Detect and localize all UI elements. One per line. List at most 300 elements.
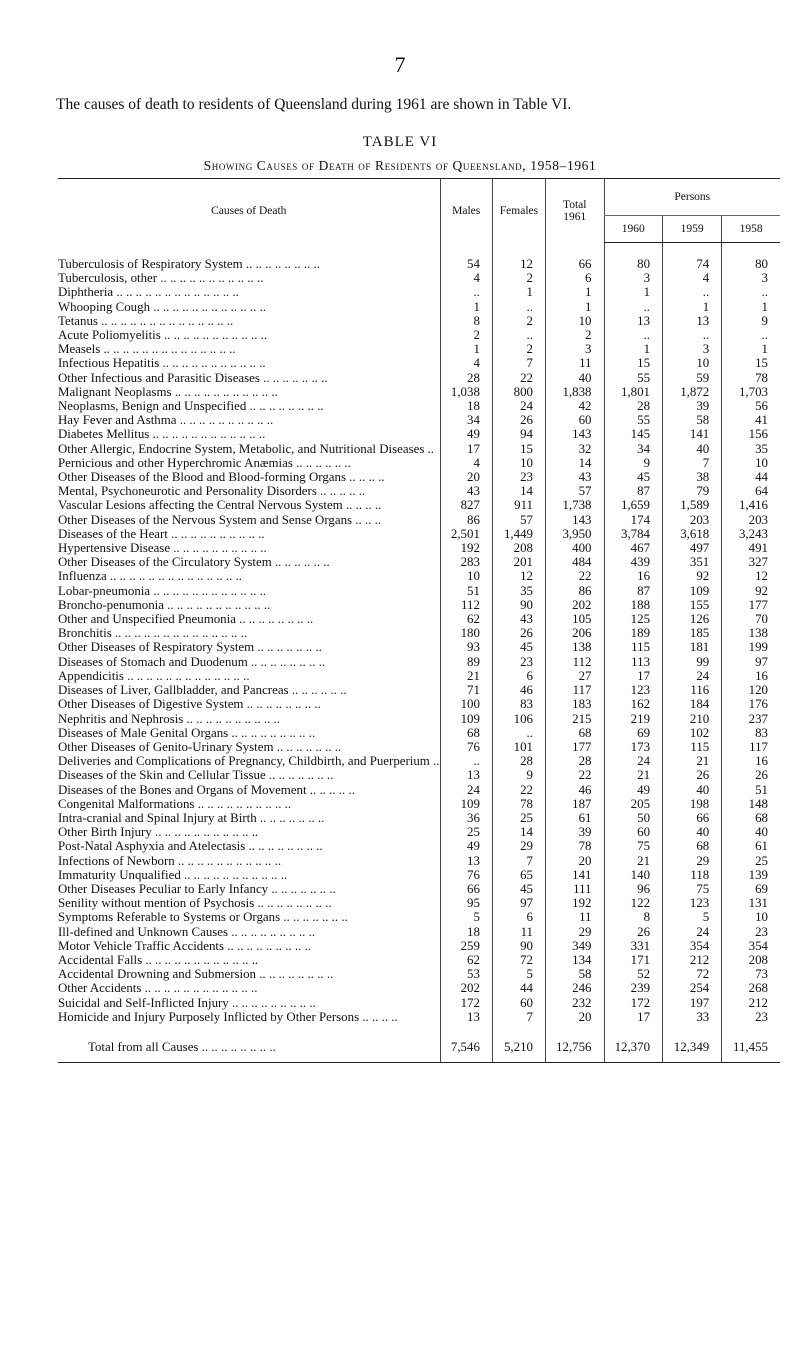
cell-y1958: 1 [722, 300, 780, 314]
cell-females: 2 [492, 342, 545, 356]
cell-total: 246 [545, 981, 604, 995]
cell-cause: Diseases of the Bones and Organs of Movement .. .. .. .. .. [58, 782, 355, 797]
cell-males: 13 [440, 854, 492, 868]
cell-y1959: 66 [663, 811, 722, 825]
cell-total: 43 [545, 470, 604, 484]
cell-females: 26 [492, 626, 545, 640]
cell-cause: Other Accidents .. .. .. .. .. .. .. .. .. .. .. .. [58, 981, 258, 996]
cell-y1960: 87 [604, 584, 663, 598]
cell-males: 13 [440, 768, 492, 782]
cell-cause: Mental, Psychoneurotic and Personality Disorders .. .. .. .. .. [58, 484, 366, 499]
cell-males: 827 [440, 498, 492, 512]
cell-y1959: 203 [663, 513, 722, 527]
cell-y1960: 145 [604, 427, 663, 441]
cell-total: 78 [545, 839, 604, 853]
cell-total: 20 [545, 1010, 604, 1024]
cell-y1958: 177 [722, 598, 780, 612]
cell-y1959: 116 [663, 683, 722, 697]
cell-y1958: 268 [722, 981, 780, 995]
cell-y1959: 29 [663, 854, 722, 868]
cell-males: 1 [440, 342, 492, 356]
table-row [58, 825, 780, 839]
cell-females: 12 [492, 569, 545, 583]
cell-cause: Hay Fever and Asthma .. .. .. .. .. .. .. .. .. .. [58, 413, 274, 428]
cell-males: 100 [440, 697, 492, 711]
cell-total: 112 [545, 655, 604, 669]
cell-total: 3 [545, 342, 604, 356]
cell-y1960: 96 [604, 882, 663, 896]
cell-y1960: .. [604, 300, 663, 314]
cell-y1960: 467 [604, 541, 663, 555]
page-number: 7 [394, 52, 406, 77]
cell-females: 23 [492, 470, 545, 484]
cell-males: 49 [440, 839, 492, 853]
cell-total: 484 [545, 555, 604, 569]
cell-females: 14 [492, 825, 545, 839]
cell-y1960: 162 [604, 697, 663, 711]
cell-males: 4 [440, 356, 492, 370]
cell-y1958: 176 [722, 697, 780, 711]
cell-males: 95 [440, 896, 492, 910]
cell-y1958: 354 [722, 939, 780, 953]
cell-y1958: 237 [722, 712, 780, 726]
cell-total: 192 [545, 896, 604, 910]
cell-y1959: 109 [663, 584, 722, 598]
cell-y1959: 185 [663, 626, 722, 640]
table-row [58, 811, 780, 825]
cell-y1958: 56 [722, 399, 780, 413]
cell-males: 5 [440, 910, 492, 924]
cell-males: 2,501 [440, 527, 492, 541]
cell-females: 44 [492, 981, 545, 995]
cell-y1958: 16 [722, 754, 780, 768]
cell-males: 192 [440, 541, 492, 555]
cell-total: 215 [545, 712, 604, 726]
cell-females: 90 [492, 598, 545, 612]
cell-total: 66 [545, 257, 604, 271]
cell-y1960: 17 [604, 1010, 663, 1024]
cell-y1960: 1 [604, 342, 663, 356]
table-row [58, 754, 780, 768]
cell-y1958: 92 [722, 584, 780, 598]
cell-females: 45 [492, 640, 545, 654]
cell-y1958: 44 [722, 470, 780, 484]
cell-y1958: 120 [722, 683, 780, 697]
cell-cause: Accidental Drowning and Submersion .. .. .. .. .. .. .. .. [58, 967, 334, 982]
cell-y1959: .. [663, 328, 722, 342]
cell-males: 24 [440, 783, 492, 797]
cell-y1960: 3 [604, 271, 663, 285]
cell-total: 1 [545, 285, 604, 299]
cell-cause: Neoplasms, Benign and Unspecified .. .. .. .. .. .. .. .. [58, 399, 324, 414]
cell-females: .. [492, 300, 545, 314]
cell-males: 4 [440, 271, 492, 285]
table-row [58, 342, 780, 356]
cell-cause: Motor Vehicle Traffic Accidents .. .. .. .. .. .. .. .. .. [58, 938, 312, 953]
cell-y1958: 212 [722, 996, 780, 1010]
cell-y1958: 156 [722, 427, 780, 441]
cell-total: 177 [545, 740, 604, 754]
cell-males: 10 [440, 569, 492, 583]
cell-y1960: 171 [604, 953, 663, 967]
table-row [58, 797, 780, 811]
cell-total: 1,838 [545, 385, 604, 399]
cell-cause: Diseases of the Heart .. .. .. .. .. .. .. .. .. .. [58, 526, 265, 541]
cell-y1960: 21 [604, 854, 663, 868]
table-row [58, 910, 780, 924]
cell-y1958: 73 [722, 967, 780, 981]
cell-y1960: 9 [604, 456, 663, 470]
cell-males: 1,038 [440, 385, 492, 399]
cell-females: 1,449 [492, 527, 545, 541]
cell-y1959: 75 [663, 882, 722, 896]
cell-males: 62 [440, 612, 492, 626]
cell-y1960: 50 [604, 811, 663, 825]
cell-y1958: 51 [722, 783, 780, 797]
table-row [58, 527, 780, 541]
table-row [58, 413, 780, 427]
cell-males: 68 [440, 726, 492, 740]
cell-total: 138 [545, 640, 604, 654]
cell-males: 76 [440, 868, 492, 882]
header-males: Males [440, 179, 492, 243]
cell-total: 39 [545, 825, 604, 839]
cell-females: 201 [492, 555, 545, 569]
cell-y1959: 102 [663, 726, 722, 740]
cell-y1960: 16 [604, 569, 663, 583]
cell-cause: Bronchitis .. .. .. .. .. .. .. .. .. .. .. .. .. .. [58, 626, 248, 641]
table-row [58, 470, 780, 484]
cell-y1959: 39 [663, 399, 722, 413]
cell-cause: Other Birth Injury .. .. .. .. .. .. .. .. .. .. .. [58, 825, 259, 840]
cell-total: 57 [545, 484, 604, 498]
cell-y1960: 113 [604, 655, 663, 669]
cell-total: 232 [545, 996, 604, 1010]
cell-y1960: 174 [604, 513, 663, 527]
cell-females: 45 [492, 882, 545, 896]
cell-females: 7 [492, 356, 545, 370]
cell-y1958: 23 [722, 1010, 780, 1024]
table-row [58, 612, 780, 626]
cell-total: 134 [545, 953, 604, 967]
cell-total: 111 [545, 882, 604, 896]
cell-total: 29 [545, 925, 604, 939]
cell-total: 20 [545, 854, 604, 868]
cell-cause: Homicide and Injury Purposely Inflicted by Other Persons .. .. .. .. [58, 1009, 398, 1024]
cell-females: 101 [492, 740, 545, 754]
cell-y1959: 21 [663, 754, 722, 768]
cell-cause: Total from all Causes .. .. .. .. .. .. .. .. [58, 1032, 440, 1063]
cell-y1960: 123 [604, 683, 663, 697]
cell-y1960: 28 [604, 399, 663, 413]
cell-cause: Other Diseases of the Nervous System and Sense Organs .. .. .. [58, 512, 382, 527]
table-row [58, 854, 780, 868]
table-row [58, 683, 780, 697]
cell-males: 13 [440, 1010, 492, 1024]
cell-cause: Lobar-pneumonia .. .. .. .. .. .. .. .. .. .. .. .. [58, 583, 267, 598]
total-row [58, 1032, 780, 1063]
cell-males: 180 [440, 626, 492, 640]
cell-males: 76 [440, 740, 492, 754]
cell-y1959: 197 [663, 996, 722, 1010]
cell-total: 27 [545, 669, 604, 683]
cell-y1960: 21 [604, 768, 663, 782]
cell-females: 10 [492, 456, 545, 470]
table-row [58, 484, 780, 498]
cell-y1958: 41 [722, 413, 780, 427]
cell-cause: Other Diseases Peculiar to Early Infancy .. .. .. .. .. .. .. [58, 881, 336, 896]
cell-y1958: 10 [722, 456, 780, 470]
cell-cause: Influenza .. .. .. .. .. .. .. .. .. .. .. .. .. .. [58, 569, 243, 584]
cell-males: 71 [440, 683, 492, 697]
cell-y1960: 189 [604, 626, 663, 640]
cell-y1958: 25 [722, 854, 780, 868]
cell-males: 172 [440, 996, 492, 1010]
cell-females: 15 [492, 442, 545, 456]
table-row [58, 300, 780, 314]
table-row [58, 626, 780, 640]
cell-cause: Tetanus .. .. .. .. .. .. .. .. .. .. .. .. .. .. [58, 313, 234, 328]
cell-y1959: 155 [663, 598, 722, 612]
cell-y1959: 4 [663, 271, 722, 285]
header-females: Females [492, 179, 545, 243]
cell-cause: Other Diseases of Respiratory System .. .. .. .. .. .. .. [58, 640, 322, 655]
cell-cause: Symptoms Referable to Systems or Organs .. .. .. .. .. .. .. [58, 910, 348, 925]
cell-males: 8 [440, 314, 492, 328]
cell-y1958: 138 [722, 626, 780, 640]
table-row [58, 996, 780, 1010]
cell-y1958: 35 [722, 442, 780, 456]
cell-total: 86 [545, 584, 604, 598]
cell-y1958: 208 [722, 953, 780, 967]
cell-y1958: 148 [722, 797, 780, 811]
cell-y1958: 15 [722, 356, 780, 370]
cell-y1958: 26 [722, 768, 780, 782]
table-row [58, 726, 780, 740]
cell-total: 40 [545, 371, 604, 385]
cell-females: 28 [492, 754, 545, 768]
cell-y1960: 219 [604, 712, 663, 726]
cell-males: 18 [440, 399, 492, 413]
cell-males: 89 [440, 655, 492, 669]
table-row [58, 399, 780, 413]
cell-males: 17 [440, 442, 492, 456]
cell-y1959: 118 [663, 868, 722, 882]
cell-y1959: 5 [663, 910, 722, 924]
cell-y1960: 17 [604, 669, 663, 683]
cell-y1958: 23 [722, 925, 780, 939]
cell-females: 24 [492, 399, 545, 413]
cell-total: 60 [545, 413, 604, 427]
cell-cause: Acute Poliomyelitis .. .. .. .. .. .. .. .. .. .. .. [58, 328, 268, 343]
cell-males: 18 [440, 925, 492, 939]
cell-males: .. [440, 754, 492, 768]
cell-y1960: 55 [604, 413, 663, 427]
cell-y1960: 122 [604, 896, 663, 910]
cell-y1960: 3,784 [604, 527, 663, 541]
cell-cause: Other Allergic, Endocrine System, Metabolic, and Nutritional Diseases .. [58, 441, 435, 456]
cell-cause: Other and Unspecified Pneumonia .. .. .. .. .. .. .. .. [58, 612, 314, 627]
cell-y1959: 1 [663, 300, 722, 314]
cell-total: 3,950 [545, 527, 604, 541]
cell-cause: Tuberculosis of Respiratory System .. .. .. .. .. .. .. .. [58, 257, 320, 271]
cell-y1958: 117 [722, 740, 780, 754]
cell-cause: Hypertensive Disease .. .. .. .. .. .. .. .. .. .. [58, 541, 267, 556]
cell-cause: Diseases of Male Genital Organs .. .. .. .. .. .. .. .. .. [58, 725, 316, 740]
header-cause: Causes of Death [58, 179, 440, 243]
cell-total: 28 [545, 754, 604, 768]
cell-males: 36 [440, 811, 492, 825]
cell-y1960: 439 [604, 555, 663, 569]
cell-males: 7,546 [440, 1032, 492, 1063]
cell-y1960: 115 [604, 640, 663, 654]
cell-females: 106 [492, 712, 545, 726]
cell-cause: Pernicious and other Hyperchromic Anæmias .. .. .. .. .. .. [58, 455, 351, 470]
cell-total: 183 [545, 697, 604, 711]
cell-cause: Infections of Newborn .. .. .. .. .. .. .. .. .. .. .. [58, 853, 282, 868]
cell-males: 66 [440, 882, 492, 896]
cell-females: 5 [492, 967, 545, 981]
cell-y1960: 80 [604, 257, 663, 271]
cell-y1958: 131 [722, 896, 780, 910]
cell-y1959: 24 [663, 669, 722, 683]
cell-total: 2 [545, 328, 604, 342]
cell-y1959: 354 [663, 939, 722, 953]
cell-y1959: 212 [663, 953, 722, 967]
cell-females: 2 [492, 314, 545, 328]
cell-y1958: 3,243 [722, 527, 780, 541]
cell-cause: Diseases of Stomach and Duodenum .. .. .. .. .. .. .. .. [58, 654, 326, 669]
cell-cause: Malignant Neoplasms .. .. .. .. .. .. .. .. .. .. .. [58, 384, 278, 399]
cell-total: 206 [545, 626, 604, 640]
cell-y1959: 24 [663, 925, 722, 939]
cell-y1958: 199 [722, 640, 780, 654]
table-row [58, 584, 780, 598]
cell-y1959: 126 [663, 612, 722, 626]
cell-y1959: 497 [663, 541, 722, 555]
cell-y1960: 24 [604, 754, 663, 768]
cell-y1959: 68 [663, 839, 722, 853]
cell-males: 21 [440, 669, 492, 683]
cell-y1959: 74 [663, 257, 722, 271]
header-total-year: 1961 [563, 210, 587, 223]
table-row [58, 314, 780, 328]
cell-females: 2 [492, 271, 545, 285]
cell-total: 61 [545, 811, 604, 825]
cell-y1959: 10 [663, 356, 722, 370]
cell-females: 6 [492, 669, 545, 683]
cell-males: 28 [440, 371, 492, 385]
cell-y1960: 15 [604, 356, 663, 370]
cell-y1959: 1,589 [663, 498, 722, 512]
table-row [58, 498, 780, 512]
table-row [58, 697, 780, 711]
cell-y1959: 141 [663, 427, 722, 441]
table-row [58, 939, 780, 953]
cell-y1959: 12,349 [663, 1032, 722, 1063]
cell-y1960: 52 [604, 967, 663, 981]
cell-cause: Appendicitis .. .. .. .. .. .. .. .. .. .. .. .. .. [58, 668, 250, 683]
cell-females: 65 [492, 868, 545, 882]
cell-total: 6 [545, 271, 604, 285]
cell-y1958: 327 [722, 555, 780, 569]
cell-y1960: 45 [604, 470, 663, 484]
cell-cause: Deliveries and Complications of Pregnancy, Childbirth, and Puerperium .. [58, 754, 440, 769]
cell-females: 57 [492, 513, 545, 527]
cell-y1959: 40 [663, 442, 722, 456]
cell-y1960: 13 [604, 314, 663, 328]
cell-cause: Post-Natal Asphyxia and Atelectasis .. .. .. .. .. .. .. .. [58, 839, 323, 854]
cell-y1958: 491 [722, 541, 780, 555]
cell-cause: Other Diseases of the Blood and Blood-forming Organs .. .. .. .. [58, 470, 385, 485]
table-row [58, 712, 780, 726]
cell-y1958: 83 [722, 726, 780, 740]
table-row [58, 669, 780, 683]
cell-males: 20 [440, 470, 492, 484]
cell-males: 51 [440, 584, 492, 598]
cell-y1960: 140 [604, 868, 663, 882]
table-row [58, 740, 780, 754]
cell-males: 25 [440, 825, 492, 839]
causes-of-death-table [58, 178, 780, 1063]
table-row [58, 868, 780, 882]
cell-y1958: 12 [722, 569, 780, 583]
cell-y1958: 1,703 [722, 385, 780, 399]
cell-y1959: 58 [663, 413, 722, 427]
table-row [58, 271, 780, 285]
cell-y1959: 38 [663, 470, 722, 484]
cell-females: 11 [492, 925, 545, 939]
cell-y1959: 72 [663, 967, 722, 981]
cell-cause: Diphtheria .. .. .. .. .. .. .. .. .. .. .. .. .. [58, 285, 239, 300]
cell-cause: Diabetes Mellitus .. .. .. .. .. .. .. .. .. .. .. .. [58, 427, 266, 442]
cell-y1958: 70 [722, 612, 780, 626]
cell-cause: Infectious Hepatitis .. .. .. .. .. .. .. .. .. .. .. [58, 356, 266, 371]
cell-females: 23 [492, 655, 545, 669]
table-row [58, 456, 780, 470]
cell-females: 22 [492, 371, 545, 385]
table-row [58, 371, 780, 385]
cell-total: 400 [545, 541, 604, 555]
cell-cause: Whooping Cough .. .. .. .. .. .. .. .. .. .. .. .. [58, 299, 267, 314]
cell-total: 68 [545, 726, 604, 740]
cell-cause: Senility without mention of Psychosis .. .. .. .. .. .. .. .. [58, 896, 332, 911]
cell-y1960: 69 [604, 726, 663, 740]
cell-y1960: 55 [604, 371, 663, 385]
cell-females: 22 [492, 783, 545, 797]
table-row [58, 768, 780, 782]
cell-males: 259 [440, 939, 492, 953]
cell-total: 143 [545, 427, 604, 441]
cell-total: 1,738 [545, 498, 604, 512]
table-row [58, 967, 780, 981]
table-row [58, 882, 780, 896]
cell-y1960: 12,370 [604, 1032, 663, 1063]
cell-females: 1 [492, 285, 545, 299]
table-row [58, 981, 780, 995]
cell-males: 112 [440, 598, 492, 612]
cell-y1959: 1,872 [663, 385, 722, 399]
header-1958: 1958 [722, 216, 780, 243]
cell-cause: Vascular Lesions affecting the Central Nervous System .. .. .. .. [58, 498, 382, 513]
header-total-label: Total [563, 198, 587, 211]
cell-total: 10 [545, 314, 604, 328]
cell-cause: Accidental Falls .. .. .. .. .. .. .. .. .. .. .. .. [58, 952, 259, 967]
cell-y1959: 13 [663, 314, 722, 328]
cell-males: 4 [440, 456, 492, 470]
cell-y1960: 239 [604, 981, 663, 995]
header-1959: 1959 [663, 216, 722, 243]
